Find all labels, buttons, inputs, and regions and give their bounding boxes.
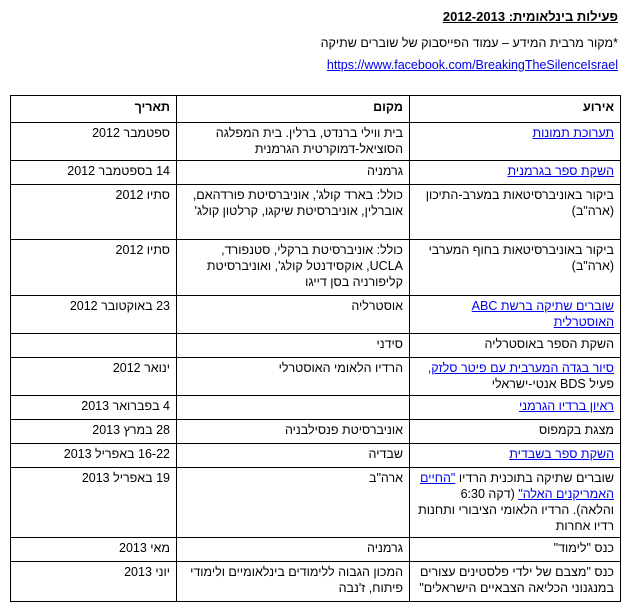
cell-event — [410, 396, 621, 420]
cell-event — [410, 161, 621, 185]
cell-event — [410, 444, 621, 468]
event-text: כנס "מצבם של ילדי פלסטינים עצורים במנגנוני הכליאה הצבאיים הישראלים" — [419, 565, 614, 595]
event-text: שוברים שתיקה בתוכנית הרדיו — [455, 471, 614, 485]
cell-date: סתיו 2012 — [11, 240, 177, 296]
event-link[interactable]: שוברים שתיקה ברשת ABC האוסטרלית — [471, 299, 614, 329]
table-row — [11, 396, 621, 420]
header-date: תאריך — [11, 96, 177, 123]
cell-place: שבדיה — [177, 444, 410, 468]
events-table — [10, 95, 621, 602]
event-text: מצגת בקמפוס — [538, 423, 614, 437]
cell-place: גרמניה — [177, 538, 410, 562]
cell-place: אוניברסיטת פנסילבניה — [177, 420, 410, 444]
cell-event — [410, 185, 621, 240]
cell-place: סידני — [177, 334, 410, 358]
cell-place: כולל: אוניברסיטת ברקלי, סטנפורד, UCLA, אוקסידנטל קולג', ואוניברסיטת קליפורניה בסן דייגו — [177, 240, 410, 296]
table-row — [11, 334, 621, 358]
event-link[interactable]: סיור בגדה המערבית עם פיטר סלזק, — [427, 361, 614, 375]
page-title: פעילות בינלאומית: 2012-2013 — [442, 9, 618, 24]
event-text: (דקה 6:30 והלאה). הרדיו הלאומי הציבורי ותחנות רדיו אחרות — [418, 487, 614, 533]
cell-place: ארה"ב — [177, 468, 410, 538]
cell-place: גרמניה — [177, 161, 410, 185]
event-link[interactable]: ראיון ברדיו הגרמני — [518, 399, 614, 413]
cell-date: מאי 2013 — [11, 538, 177, 562]
cell-event — [410, 240, 621, 296]
cell-date: 23 באוקטובר 2012 — [11, 296, 177, 334]
table-row — [11, 123, 621, 161]
header-event: אירוע — [410, 96, 621, 123]
table-row — [11, 538, 621, 562]
table-row — [11, 444, 621, 468]
facebook-link[interactable]: https://www.facebook.com/BreakingTheSilenceIsrael — [326, 58, 618, 72]
cell-place: כולל: בארד קולג', אוניברסיטת פורדהאם, אוברלין, אוניברסיטת שיקגו, קרלטון קולג' — [177, 185, 410, 240]
table-row — [11, 240, 621, 296]
event-text: השקת הספר באוסטרליה — [484, 337, 614, 351]
cell-place: בית ווילי ברנדט, ברלין. בית המפלגה הסוציאל-דמוקרטית הגרמנית — [177, 123, 410, 161]
event-link[interactable]: השקת ספר בגרמנית — [507, 164, 614, 178]
cell-date: 4 בפברואר 2013 — [11, 396, 177, 420]
cell-event — [410, 123, 621, 161]
cell-date: סתיו 2012 — [11, 185, 177, 240]
cell-place: המכון הגבוה ללימודים בינלאומיים ולימודי פיתוח, ז'נבה — [177, 562, 410, 602]
cell-event — [410, 334, 621, 358]
event-text: כנס "לימוד" — [553, 541, 614, 555]
cell-date — [11, 334, 177, 358]
cell-event — [410, 358, 621, 396]
cell-place: אוסטרליה — [177, 296, 410, 334]
cell-date: ינואר 2012 — [11, 358, 177, 396]
cell-event — [410, 562, 621, 602]
event-text: ביקור באוניברסיטאות במערב-התיכון (ארה"ב) — [425, 188, 614, 218]
cell-event — [410, 468, 621, 538]
table-row — [11, 161, 621, 185]
cell-date: 16-22 באפריל 2013 — [11, 444, 177, 468]
cell-date: ספטמבר 2012 — [11, 123, 177, 161]
cell-event — [410, 538, 621, 562]
table-row — [11, 296, 621, 334]
cell-date: 14 בספטמבר 2012 — [11, 161, 177, 185]
table-row — [11, 562, 621, 602]
header-place: מקום — [177, 96, 410, 123]
cell-event — [410, 296, 621, 334]
cell-place — [177, 396, 410, 420]
event-link[interactable]: השקת ספר בשבדית — [509, 447, 614, 461]
table-row — [11, 468, 621, 538]
cell-event — [410, 420, 621, 444]
cell-date: יוני 2013 — [11, 562, 177, 602]
table-row — [11, 358, 621, 396]
event-link[interactable]: תערוכת תמונות — [532, 126, 614, 140]
source-note: *מקור מרבית המידע – עמוד הפייסבוק של שוברים שתיקה — [320, 36, 618, 50]
cell-date: 28 במרץ 2013 — [11, 420, 177, 444]
table-header-row — [11, 96, 621, 123]
table-row — [11, 185, 621, 240]
table-row — [11, 420, 621, 444]
event-text: פעיל BDS אנטי-ישראלי — [491, 377, 614, 391]
table-body — [11, 123, 621, 602]
cell-place: הרדיו הלאומי האוסטרלי — [177, 358, 410, 396]
event-text: ביקור באוניברסיטאות בחוף המערבי (ארה"ב) — [428, 243, 614, 273]
cell-date: 19 באפריל 2013 — [11, 468, 177, 538]
event-link[interactable]: "החיים האמריקנים האלה" — [420, 471, 614, 501]
